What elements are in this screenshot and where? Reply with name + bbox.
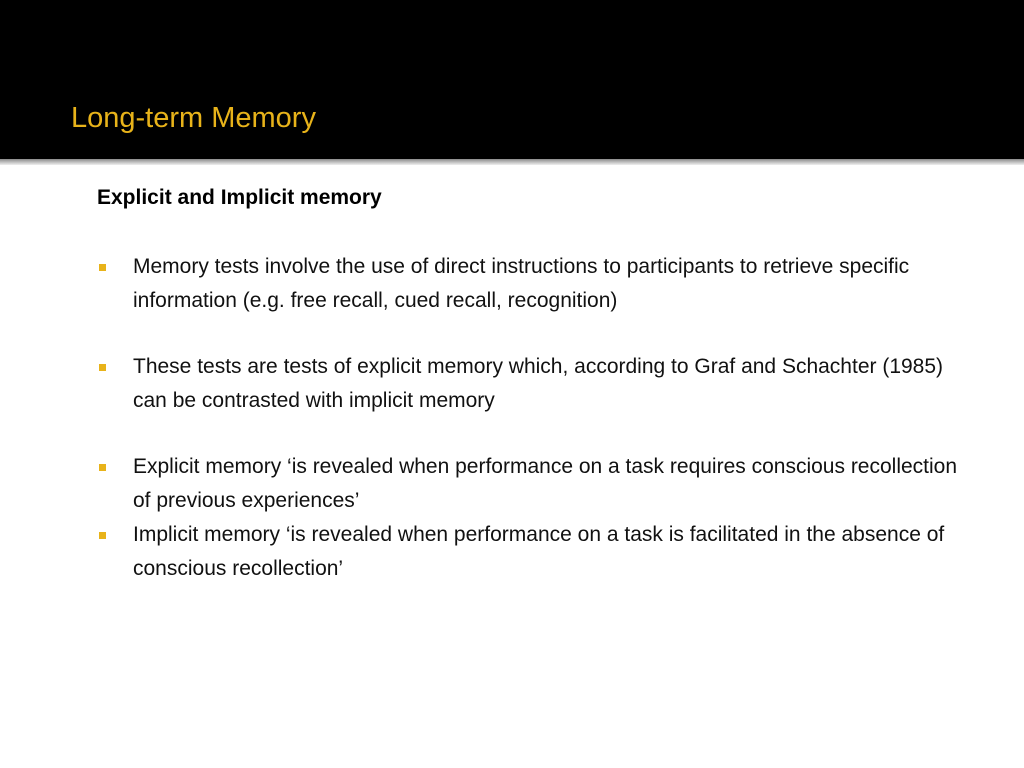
bullet-text: Explicit memory ‘is revealed when performance on a task requires conscious recollection of previous experiences’ bbox=[133, 455, 958, 512]
bullet-item bbox=[97, 518, 977, 586]
title-divider bbox=[0, 159, 1024, 165]
square-bullet-icon bbox=[99, 264, 106, 271]
slide-title: Long-term Memory bbox=[71, 102, 316, 134]
bullet-text: Implicit memory ‘is revealed when performance on a task is facilitated in the absence of conscious recollection’ bbox=[133, 523, 945, 580]
square-bullet-icon bbox=[99, 364, 106, 371]
title-band bbox=[0, 0, 1024, 159]
bullet-text: These tests are tests of explicit memory which, according to Graf and Schachter (1985) can be contrasted with implicit memory bbox=[133, 355, 944, 412]
bullet-item bbox=[97, 450, 977, 518]
bullet-list bbox=[97, 250, 977, 586]
bullet-item bbox=[97, 250, 977, 318]
bullet-text: Memory tests involve the use of direct instructions to participants to retrieve specific information (e.g. free recall, cued recall, recognition) bbox=[133, 255, 910, 312]
square-bullet-icon bbox=[99, 464, 106, 471]
slide-subtitle: Explicit and Implicit memory bbox=[97, 186, 382, 209]
bullet-item bbox=[97, 350, 977, 418]
square-bullet-icon bbox=[99, 532, 106, 539]
